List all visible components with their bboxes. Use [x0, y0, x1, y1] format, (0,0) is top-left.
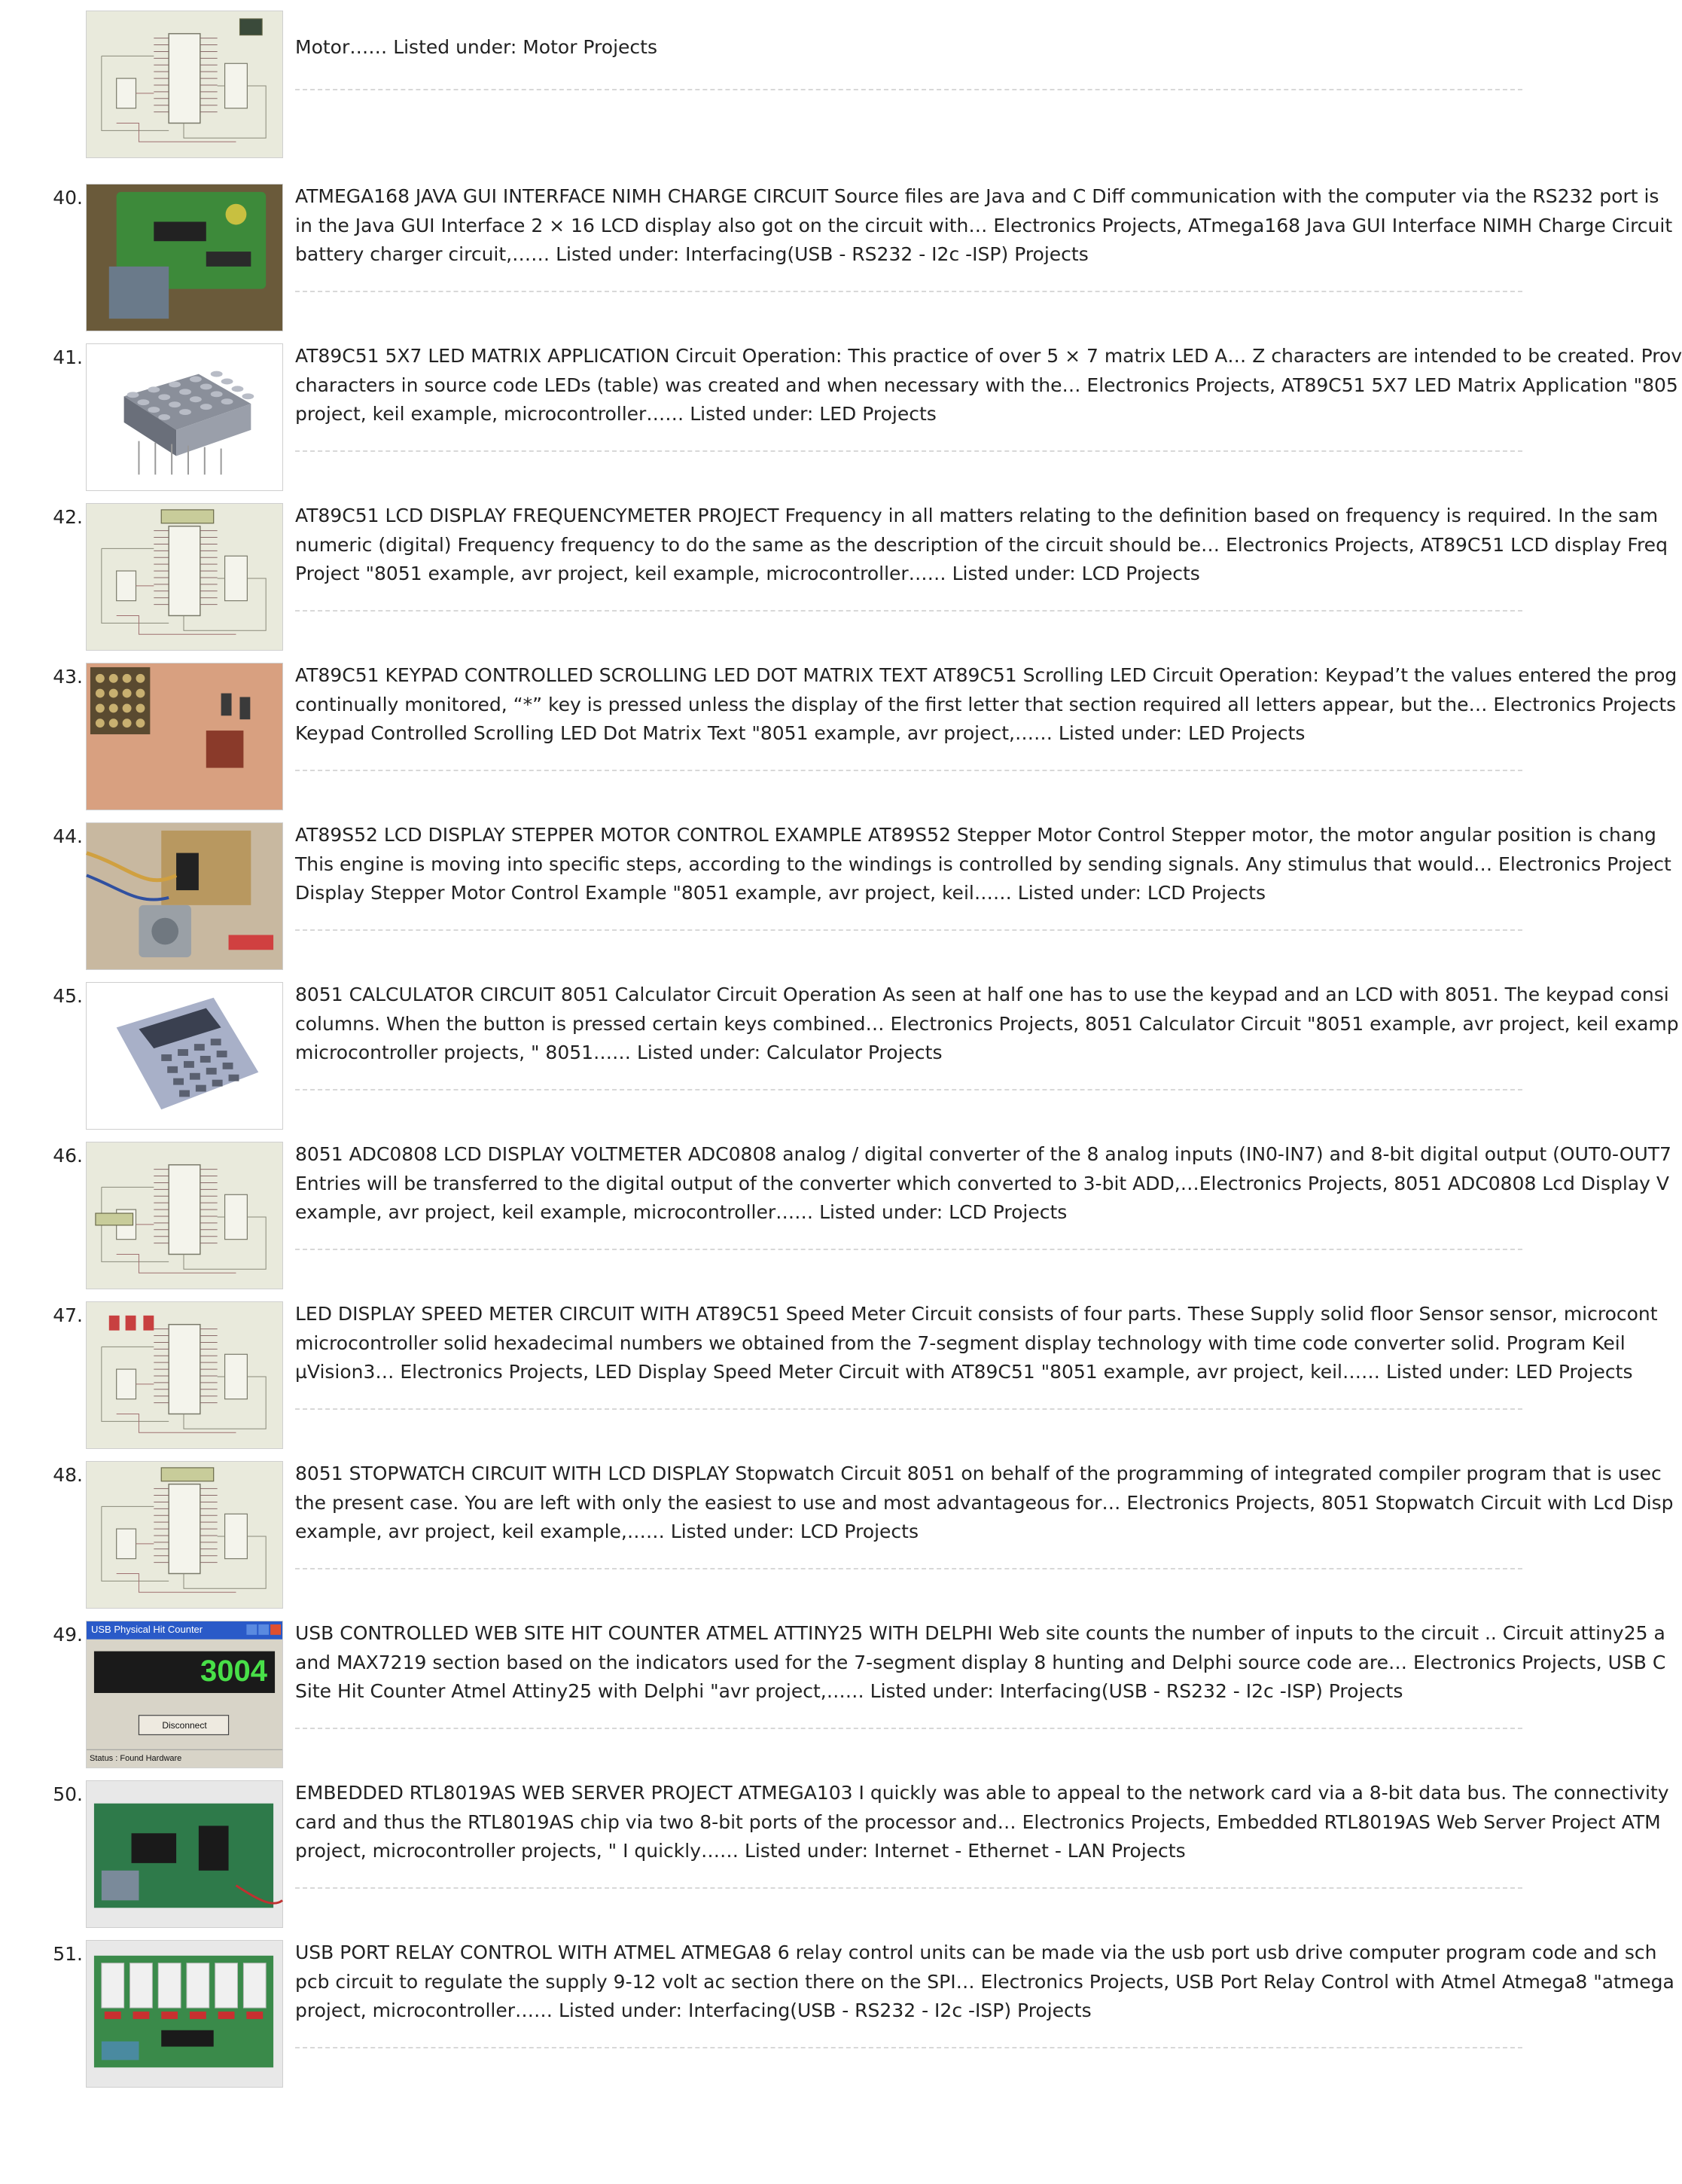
- item-separator: [295, 2047, 1522, 2048]
- description-line: 8051 ADC0808 LCD DISPLAY VOLTMETER ADC0808 analog / digital converter of the 8 analog inputs (IN0-IN7) and 8-bit digital output (OUT0-OUT7: [295, 1143, 1671, 1165]
- project-thumbnail[interactable]: [86, 982, 283, 1130]
- description-line: and MAX7219 section based on the indicators used for the 7-segment display 8 hunting and Delphi source code are… Electronics Projects, USB C: [295, 1651, 1666, 1673]
- item-number: 50.: [53, 1783, 83, 1805]
- item-separator: [295, 770, 1522, 771]
- description-line: ATMEGA168 JAVA GUI INTERFACE NIMH CHARGE CIRCUIT Source files are Java and C Diff communication with the computer via the RS232 port is: [295, 185, 1659, 207]
- description-line[interactable]: µVision3… Electronics Projects, LED Display Speed Meter Circuit with AT89C51 "8051 example, avr project, keil…… Listed under: LED Projects: [295, 1361, 1633, 1383]
- description-line[interactable]: project, keil example, microcontroller…… Listed under: LED Projects: [295, 403, 937, 425]
- project-thumbnail[interactable]: [86, 1621, 283, 1768]
- description-line: microcontroller solid hexadecimal numbers we obtained from the 7-segment display technology with time code converter solid. Program Keil: [295, 1331, 1626, 1354]
- item-description: [295, 661, 1677, 752]
- project-thumbnail[interactable]: [86, 1461, 283, 1609]
- item-separator: [295, 1249, 1522, 1250]
- list-item: [0, 639, 1677, 798]
- list-item: [0, 479, 1668, 639]
- item-separator: [295, 929, 1522, 931]
- description-line[interactable]: battery charger circuit,…… Listed under: Interfacing(USB - RS232 - I2c -ISP) Projects: [295, 243, 1089, 265]
- description-line: AT89C51 LCD DISPLAY FREQUENCYMETER PROJECT Frequency in all matters relating to the definition based on frequency is required. In the sam: [295, 505, 1659, 526]
- project-thumbnail[interactable]: [86, 663, 283, 810]
- list-item: [0, 798, 1671, 958]
- window-title: USB Physical Hit Counter: [91, 1624, 203, 1635]
- project-thumbnail[interactable]: [86, 503, 283, 651]
- hit-count: 3004: [200, 1655, 267, 1688]
- description-line: 8051 STOPWATCH CIRCUIT WITH LCD DISPLAY Stopwatch Circuit 8051 on behalf of the programming of integrated compiler program that is usec: [295, 1463, 1662, 1484]
- item-separator: [295, 1408, 1522, 1410]
- list-item: [0, 1597, 1666, 1763]
- description-line: columns. When the button is pressed certain keys combined… Electronics Projects, 8051 Calculator Circuit "8051 example, avr project, keil examp: [295, 1012, 1679, 1035]
- item-number: 48.: [53, 1464, 83, 1486]
- item-number: 42.: [53, 506, 83, 528]
- description-line: numeric (digital) Frequency frequency to do the same as the description of the circuit should be… Electronics Projects, AT89C51 LCD display Freq: [295, 533, 1668, 556]
- item-description: [295, 1779, 1669, 1869]
- project-thumbnail[interactable]: [86, 822, 283, 970]
- item-separator: [295, 610, 1522, 612]
- status-text: Status : Found Hardware: [90, 1754, 182, 1763]
- item-description: [295, 33, 1542, 124]
- project-thumbnail[interactable]: [86, 1940, 283, 2088]
- item-description: [295, 342, 1682, 432]
- item-description: [295, 1460, 1674, 1550]
- list-item: [0, 1437, 1674, 1597]
- list-item: [0, 0, 1542, 160]
- item-number: 49.: [53, 1624, 83, 1646]
- project-thumbnail[interactable]: [86, 11, 283, 158]
- item-separator: [295, 1568, 1522, 1569]
- description-line[interactable]: project, microcontroller projects, " I quickly…… Listed under: Internet - Ethernet - LAN Projects: [295, 1840, 1186, 1862]
- description-line: This engine is moving into specific steps, according to the windings is controlled by sending signals. Any stimulus that would… Electronics Project: [295, 853, 1671, 875]
- description-line: the present case. You are left with only the easiest to use and most advantageous for… Electronics Projects, 8051 Stopwatch Circuit with Lcd Disp: [295, 1491, 1674, 1514]
- item-description: [295, 821, 1671, 911]
- item-separator: [295, 1089, 1522, 1090]
- description-line: AT89C51 5X7 LED MATRIX APPLICATION Circuit Operation: This practice of over 5 × 7 matrix LED A… Z characters are intended to be created. Prov: [295, 345, 1682, 367]
- item-description: [295, 1619, 1666, 1710]
- description-line[interactable]: Display Stepper Motor Control Example "8051 example, avr project, keil…… Listed under: LCD Projects: [295, 882, 1266, 904]
- list-item: [0, 1916, 1674, 2076]
- description-line: pcb circuit to regulate the supply 9-12 volt ac section there on the SPI… Electronics Projects, USB Port Relay Control with Atmel Atmega8 "atmega: [295, 1970, 1674, 1993]
- item-number: 45.: [53, 985, 83, 1007]
- description-line[interactable]: microcontroller projects, " 8051…… Listed under: Calculator Projects: [295, 1042, 943, 1063]
- description-line[interactable]: Site Hit Counter Atmel Attiny25 with Delphi "avr project,…… Listed under: Interfacing(USB - RS232 - I2c -ISP) Projects: [295, 1680, 1403, 1702]
- description-line: Entries will be transferred to the digital output of the converter which converted to 3-bit ADD,…Electronics Projects, 8051 ADC0808 Lcd Display V: [295, 1172, 1669, 1194]
- item-number: 44.: [53, 825, 83, 847]
- disconnect-button[interactable]: Disconnect: [162, 1720, 207, 1731]
- project-thumbnail[interactable]: [86, 184, 283, 331]
- item-number: 47.: [53, 1304, 83, 1326]
- item-description: [295, 1300, 1658, 1390]
- project-thumbnail[interactable]: [86, 1780, 283, 1928]
- description-line: USB PORT RELAY CONTROL WITH ATMEL ATMEGA8 6 relay control units can be made via the usb port usb drive computer program code and sch: [295, 1942, 1657, 1963]
- item-separator: [295, 1728, 1522, 1729]
- list-item: [0, 1277, 1658, 1437]
- list-item: [0, 1756, 1669, 1916]
- list-item: [0, 319, 1682, 479]
- description-line: LED DISPLAY SPEED METER CIRCUIT WITH AT89C51 Speed Meter Circuit consists of four parts. These Supply solid floor Sensor sensor, microcont: [295, 1303, 1658, 1325]
- item-separator: [295, 291, 1522, 292]
- project-thumbnail[interactable]: [86, 1142, 283, 1289]
- item-number: 40.: [53, 187, 83, 209]
- description-line: 8051 CALCULATOR CIRCUIT 8051 Calculator Circuit Operation As seen at half one has to use the keypad and an LCD with 8051. The keypad consi: [295, 984, 1669, 1005]
- item-number: 41.: [53, 346, 83, 368]
- description-line: USB CONTROLLED WEB SITE HIT COUNTER ATMEL ATTINY25 WITH DELPHI Web site counts the number of inputs to the circuit .. Circuit attiny25 a: [295, 1622, 1665, 1644]
- list-item: [0, 1118, 1671, 1277]
- item-number: 43.: [53, 666, 83, 688]
- description-line[interactable]: example, avr project, keil example,…… Listed under: LCD Projects: [295, 1521, 919, 1542]
- description-line[interactable]: Keypad Controlled Scrolling LED Dot Matrix Text "8051 example, avr project,…… Listed under: LED Projects: [295, 722, 1306, 744]
- list-item: [0, 958, 1679, 1118]
- item-separator: [295, 89, 1522, 90]
- item-description: [295, 1938, 1674, 2029]
- description-line: AT89C51 KEYPAD CONTROLLED SCROLLING LED DOT MATRIX TEXT AT89C51 Scrolling LED Circuit Operation: Keypad’t the values entered the prog: [295, 664, 1677, 686]
- description-line[interactable]: Project "8051 example, avr project, keil example, microcontroller…… Listed under: LCD Projects: [295, 563, 1200, 584]
- description-line[interactable]: Motor…… Listed under: Motor Projects: [295, 36, 657, 58]
- project-thumbnail[interactable]: [86, 343, 283, 491]
- item-number: 46.: [53, 1145, 83, 1167]
- item-separator: [295, 1887, 1522, 1889]
- description-line: EMBEDDED RTL8019AS WEB SERVER PROJECT ATMEGA103 I quickly was able to appeal to the network card via a 8-bit data bus. The connectivity: [295, 1782, 1669, 1804]
- item-description: [295, 981, 1679, 1071]
- description-line: AT89S52 LCD DISPLAY STEPPER MOTOR CONTROL EXAMPLE AT89S52 Stepper Motor Control Stepper motor, the motor angular position is chang: [295, 824, 1656, 846]
- item-description: [295, 182, 1673, 273]
- description-line: characters in source code LEDs (table) was created and when necessary with the… Electronics Projects, AT89C51 5X7 LED Matrix Application "805: [295, 374, 1678, 396]
- item-description: [295, 1140, 1671, 1231]
- item-separator: [295, 450, 1522, 452]
- item-description: [295, 502, 1668, 592]
- list-item: [0, 160, 1673, 319]
- description-line: card and thus the RTL8019AS chip via two 8-bit ports of the processor and… Electronics Projects, Embedded RTL8019AS Web Server Project ATM: [295, 1810, 1661, 1833]
- description-line: in the Java GUI Interface 2 × 16 LCD display also got on the circuit with… Electronics Projects, ATmega168 Java GUI Interface NIMH Charge Circuit: [295, 214, 1673, 236]
- description-line: continually monitored, “*” key is pressed unless the display of the first letter that section required all letters appear, but the… Electronics Projects: [295, 693, 1677, 715]
- project-thumbnail[interactable]: [86, 1301, 283, 1449]
- description-line[interactable]: example, avr project, keil example, microcontroller…… Listed under: LCD Projects: [295, 1201, 1068, 1223]
- description-line[interactable]: project, microcontroller…… Listed under: Interfacing(USB - RS232 - I2c -ISP) Projects: [295, 1999, 1092, 2021]
- item-number: 51.: [53, 1943, 83, 1965]
